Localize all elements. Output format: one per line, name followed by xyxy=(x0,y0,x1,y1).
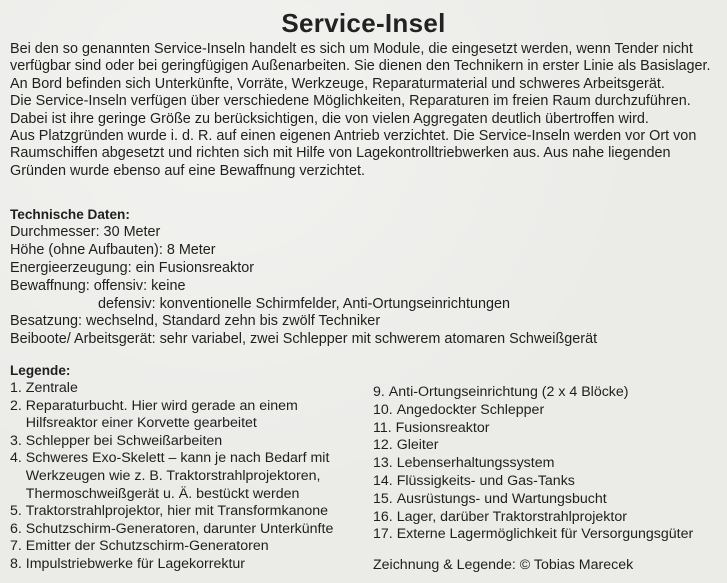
legend-item-text: Schlepper bei Schweißarbeiten xyxy=(25,432,223,449)
credit-line: Zeichnung & Legende: © Tobias Marecek xyxy=(373,557,634,573)
tech-bewaffnung-offensiv: Bewaffnung: offensiv: keine xyxy=(10,277,186,294)
tech-data-section xyxy=(10,206,720,349)
legend-item xyxy=(373,384,723,402)
legend-item xyxy=(10,450,370,503)
legend-item-text: Zentrale xyxy=(25,380,78,396)
legend-item xyxy=(10,398,370,433)
legend-item-text: Impulstriebwerke für Lagekorrektur xyxy=(25,555,246,572)
legend-item-text: Reparaturbucht. Hier wird gerade an einem Hilfsreaktor einer Korvette gearbeitet xyxy=(25,397,298,432)
legend-item xyxy=(10,503,370,521)
legend-item-number: 4. xyxy=(10,450,22,467)
legend-item xyxy=(373,473,723,491)
legend-item-number: 7. xyxy=(10,538,22,555)
legend-item-text: Flüssigkeits- und Gas-Tanks xyxy=(396,472,575,489)
tech-data-heading: Technische Daten: xyxy=(10,207,130,222)
legend-item-number: 13. xyxy=(373,455,393,472)
page-title: Service-Insel xyxy=(281,8,446,38)
legend-item xyxy=(373,437,723,455)
legend-item-text: Lager, darüber Traktorstrahlprojektor xyxy=(396,508,627,525)
legend-item-number: 10. xyxy=(373,401,393,418)
legend-item xyxy=(10,380,370,398)
tech-energie: Energieerzeugung: ein Fusionsreaktor xyxy=(10,259,254,276)
tech-beiboote: Beiboote/ Arbeitsgerät: sehr variabel, zwei Schlepper mit schwerem atomaren Schweißgerät xyxy=(10,331,598,348)
legend-item-number: 3. xyxy=(10,432,22,449)
legend-item-number: 8. xyxy=(10,555,22,572)
tech-besatzung: Besatzung: wechselnd, Standard zehn bis zwölf Techniker xyxy=(10,313,381,330)
intro-paragraph: Aus Platzgründen wurde i. d. R. auf einen eigenen Antrieb verzichtet. Die Service-Inseln werden vor Ort von Raumschiffen abgesetzt und richten sich mit Hilfe von Lagekontrolltriebwerken aus. Aus nahe liegenden Gründen wurde ebenso auf eine Bewaffnung verzichtet. xyxy=(10,128,697,179)
intro-text xyxy=(10,41,720,180)
legend-item xyxy=(10,433,370,451)
tech-durchmesser: Durchmesser: 30 Meter xyxy=(10,223,161,240)
legend-item xyxy=(373,402,723,420)
legend-item-text: Ausrüstungs- und Wartungsbucht xyxy=(396,490,607,507)
legend-item-number: 16. xyxy=(373,508,393,525)
legend-item-text: Fusionsreaktor xyxy=(395,419,490,436)
legend-item-text: Anti-Ortungseinrichtung (2 x 4 Blöcke) xyxy=(388,384,629,400)
tech-hoehe: Höhe (ohne Aufbauten): 8 Meter xyxy=(10,241,216,258)
legend-item-text: Emitter der Schutzschirm-Generatoren xyxy=(25,538,269,555)
legend-item-number: 11. xyxy=(373,419,392,436)
legend-item-text: Schweres Exo-Skelett – kann je nach Bedarf mit Werkzeugen wie z. B. Traktorstrahlprojektoren, Thermoschweißgerät u. Ä. bestückt werden xyxy=(25,450,330,502)
intro-paragraph: Die Service-Inseln verfügen über verschiedene Möglichkeiten, Reparaturen im freien Raum durchzuführen. Dabei ist ihre geringe Größe zu berücksichtigen, die von vielen Aggregaten deutlich übertroffen wird. xyxy=(10,93,691,127)
legend-item-number: 15. xyxy=(373,490,393,507)
legend-item-number: 1. xyxy=(10,380,22,396)
legend-item-number: 5. xyxy=(10,503,22,520)
legend-item xyxy=(10,521,370,539)
legend-item-text: Gleiter xyxy=(396,437,439,454)
legend-item-number: 2. xyxy=(10,397,22,414)
legend-item xyxy=(373,455,723,473)
legend-column-left xyxy=(10,380,370,574)
intro-paragraph: Bei den so genannten Service-Inseln handelt es sich um Module, die eingesetzt werden, wenn Tender nicht verfügbar sind oder bei geringfügigen Außenarbeiten. Sie dienen den Technikern in erster Linie als Basislager. An Bord befinden sich Unterkünfte, Vorräte, Werkzeuge, Reparaturmaterial und schweres Arbeitsgerät. xyxy=(10,41,711,92)
legend-item-number: 9. xyxy=(373,384,385,400)
legend-item xyxy=(10,556,370,574)
legend-column-right xyxy=(373,384,723,544)
legend-item-text: Angedockter Schlepper xyxy=(396,401,545,418)
legend-item-number: 12. xyxy=(373,437,393,454)
legend-item-text: Lebenserhaltungssystem xyxy=(396,455,555,472)
legend-item-text: Schutzschirm-Generatoren, darunter Unterkünfte xyxy=(25,520,334,537)
legend-item xyxy=(373,509,723,527)
legend-item-text: Traktorstrahlprojektor, hier mit Transformkanone xyxy=(25,503,329,520)
tech-bewaffnung-defensiv: defensiv: konventionelle Schirmfelder, Anti-Ortungseinrichtungen xyxy=(98,295,510,312)
legend-item-number: 17. xyxy=(373,526,393,543)
legend-heading: Legende: xyxy=(10,363,71,378)
legend-item-number: 6. xyxy=(10,520,22,537)
legend-item xyxy=(373,526,723,544)
legend-item xyxy=(373,491,723,509)
legend-item xyxy=(373,420,723,438)
legend-item xyxy=(10,538,370,556)
legend-item-text: Externe Lagermöglichkeit für Versorgungsgüter xyxy=(396,526,694,543)
legend-item-number: 14. xyxy=(373,472,393,489)
